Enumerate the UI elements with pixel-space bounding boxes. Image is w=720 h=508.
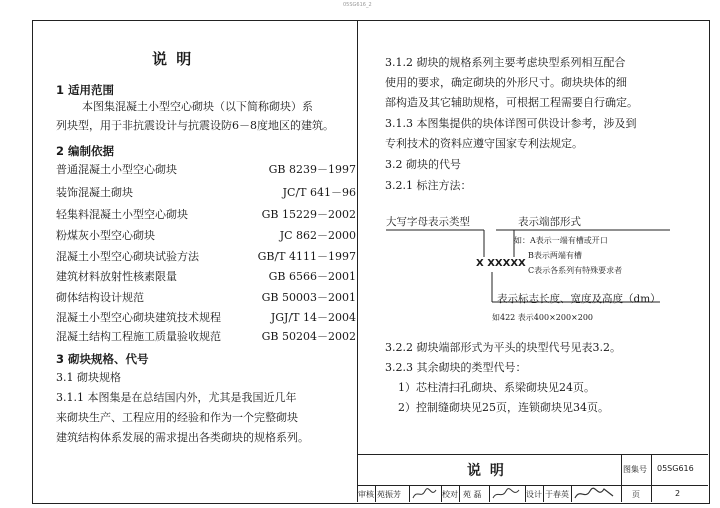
standard-code: GB/T 4111－1997 <box>257 250 356 263</box>
section-3-2-1: 3.2.1 标注方法： <box>385 179 472 192</box>
section-1-para-line-1: 本图集混凝土小型空心砌块（以下简称砌块）系 <box>82 100 313 113</box>
page-label: 页 <box>632 490 640 499</box>
design-label: 设计 <box>526 490 542 499</box>
page-title: 说 明 <box>152 50 194 68</box>
review-name: 苑振芳 <box>377 490 401 499</box>
standard-code: GB 8239－1997 <box>268 163 356 176</box>
section-1-heading: 1 适用范围 <box>56 83 115 97</box>
standard-name: 混凝土结构工程施工质量验收规范 <box>56 330 221 343</box>
design-signature <box>575 488 613 498</box>
standard-row <box>56 289 356 305</box>
section-3-1-3-line-2: 专利技术的资料应遵守国家专利法规定。 <box>385 137 583 150</box>
standard-code: GB 15229－2002 <box>261 208 356 221</box>
atlas-number: 05SG616 <box>657 464 694 473</box>
review-label: 审核 <box>358 490 374 499</box>
standard-row <box>56 309 356 325</box>
standard-row <box>56 248 356 264</box>
section-3-1-2-line-2: 使用的要求，确定砌块的外形尺寸。砌块块体的细 <box>385 76 627 89</box>
end-form-c: C表示各系列有特殊要求者 <box>528 266 623 275</box>
standard-name: 普通混凝土小型空心砌块 <box>56 163 177 176</box>
section-3-1-2-line-1: 3.1.2 砌块的规格系列主要考虑块型系列相互配合 <box>385 56 626 69</box>
standard-name: 混凝土小型空心砌块建筑技术规程 <box>56 311 221 324</box>
check-name: 苑 磊 <box>463 490 482 499</box>
section-3-1-1-line-1: 3.1.1 本图集是在总结国内外，尤其是我国近几年 <box>56 391 297 404</box>
section-3-2-3: 3.2.3 其余砌块的类型代号： <box>385 361 527 374</box>
item-2: 2）控制缝砌块见25页，连锁砌块见34页。 <box>398 401 609 414</box>
standard-code: GB 50003－2001 <box>261 291 356 304</box>
standard-code: GB 50204－2002 <box>261 330 356 343</box>
column-divider <box>357 20 358 454</box>
standard-row <box>56 268 356 284</box>
check-signature <box>493 489 519 498</box>
standard-row <box>56 206 356 222</box>
section-3-1-3-line-1: 3.1.3 本图集提供的块体详图可供设计参考，涉及到 <box>385 117 637 130</box>
design-name: 于春英 <box>545 490 569 499</box>
title-block-title: 说 明 <box>467 463 506 479</box>
section-3-1-heading: 3.1 砌块规格 <box>56 371 121 384</box>
standard-row <box>56 184 356 200</box>
atlas-label: 图集号 <box>623 465 647 474</box>
title-block <box>357 454 708 502</box>
section-3-1-1-line-3: 建筑结构体系发展的需求提出各类砌块的规格系列。 <box>56 431 309 444</box>
standard-name: 建筑材料放射性核素限量 <box>56 270 177 283</box>
standard-code: GB 6566－2001 <box>268 270 356 283</box>
section-3-2-2: 3.2.2 砌块端部形式为平头的块型代号见表3.2。 <box>385 341 621 354</box>
section-3-heading: 3 砌块规格、代号 <box>56 352 149 366</box>
standard-name: 轻集料混凝土小型空心砌块 <box>56 208 188 221</box>
section-2-heading: 2 编制依据 <box>56 144 115 158</box>
item-1: 1）芯柱清扫孔砌块、系梁砌块见24页。 <box>398 381 595 394</box>
review-signature <box>413 489 436 498</box>
signature-marks <box>357 454 708 502</box>
check-label: 校对 <box>442 490 458 499</box>
standard-row <box>56 161 356 177</box>
dimension-example: 如422 表示400×200×200 <box>492 313 594 322</box>
label-type: 大写字母表示类型 <box>386 216 470 228</box>
standard-name: 装饰混凝土砌块 <box>56 186 133 199</box>
page-number: 2 <box>675 489 681 498</box>
label-dimension: 表示标志长度、宽度及高度（dm） <box>497 293 661 305</box>
section-3-1-2-line-3: 部构造及其它辅助规格，可根据工程需要自行确定。 <box>385 96 638 109</box>
designation-diagram <box>380 200 700 330</box>
standard-row <box>56 328 356 344</box>
standard-name: 粉煤灰小型空心砌块 <box>56 229 155 242</box>
code-pattern: X XXXXX <box>476 258 526 269</box>
end-form-b: B表示两端有槽 <box>528 251 582 260</box>
header-code: 05SG616_2 <box>343 2 372 8</box>
standard-code: JGJ/T 14－2004 <box>270 311 356 324</box>
section-1-para-line-2: 列块型，用于非抗震设计与抗震设防6－8度地区的建筑。 <box>56 119 334 132</box>
label-end-form: 表示端部形式 <box>518 216 581 228</box>
standard-code: JC/T 641－96 <box>282 186 356 199</box>
section-3-1-1-line-2: 来砌块生产、工程应用的经验和作为一个完整砌块 <box>56 411 298 424</box>
standard-code: JC 862－2000 <box>279 229 356 242</box>
standard-row <box>56 227 356 243</box>
section-3-2-heading: 3.2 砌块的代号 <box>385 158 461 171</box>
standard-name: 砌体结构设计规范 <box>56 291 144 304</box>
standard-name: 混凝土小型空心砌块试验方法 <box>56 250 199 263</box>
end-form-a: 如：A表示一端有槽或开口 <box>514 236 608 245</box>
